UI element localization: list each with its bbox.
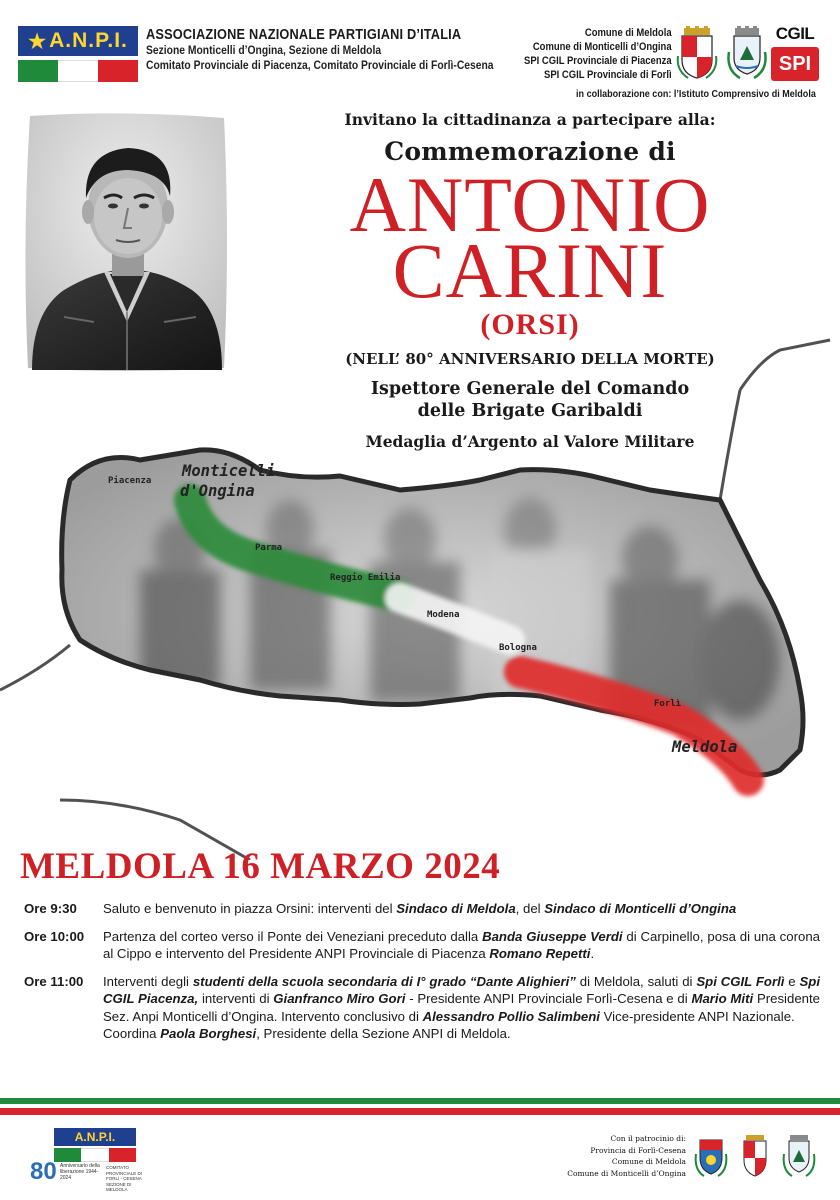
province-crest-icon xyxy=(694,1134,728,1178)
event-program xyxy=(24,900,820,1053)
city-label: Modena xyxy=(427,610,460,620)
eighty-anniversary-mark: 80 xyxy=(30,1158,57,1185)
city-label-end: Meldola xyxy=(672,738,738,756)
program-description: Interventi degli studenti della scuola secondaria di I° grado “Dante Alighieri” di Meldola, saluti di Spi CGIL Forlì e Spi CGIL Piacenza, interventi di Gianfranco Miro Gori - Presidente ANPI Provinciale Forlì-Cesena e di Mario Miti Presidente Sez. Anpi Monticelli d’Ongina. Intervento conclusivo di Alessandro Pollio Salimbeni Vice-presidente ANPI Nazionale. Coordina Paola Borghesi, Presidente della Sezione ANPI di Meldola. xyxy=(103,973,820,1041)
commemoration-heading: Commemorazione di xyxy=(384,137,676,166)
org-sections: Sezione Monticelli d’Ongina, Sezione di Meldola xyxy=(146,43,382,57)
program-time: Ore 9:30 xyxy=(24,901,77,916)
program-time: Ore 10:00 xyxy=(24,928,85,944)
italian-flag-icon xyxy=(18,60,138,82)
anpi-logo: ★ A.N.P.I. xyxy=(18,26,138,82)
meldola-crest-icon xyxy=(738,1134,772,1178)
event-date: MELDOLA 16 MARZO 2024 xyxy=(20,846,501,887)
monticelli-crest-icon xyxy=(782,1134,816,1178)
italian-flag-icon xyxy=(54,1148,136,1162)
city-label-start: Monticelli xyxy=(182,462,276,480)
map-graphic xyxy=(0,300,840,860)
cgil-spi-logo: CGIL SPI xyxy=(771,24,819,84)
patronage-block xyxy=(567,1133,686,1179)
honoree-first-name: ANTONIO xyxy=(349,161,711,248)
collaboration-note: in collaborazione con: l’Istituto Comprensivo di Meldola xyxy=(576,88,816,100)
partner-item: SPI CGIL Provinciale di Piacenza xyxy=(524,55,672,67)
org-name: ASSOCIAZIONE NAZIONALE PARTIGIANI D’ITALIA xyxy=(146,27,462,43)
honoree-last-name: CARINI xyxy=(392,227,668,314)
program-description: Partenza del corteo verso il Ponte dei Veneziani preceduto dalla Banda Giuseppe Verdi di Carpinello, posa di una corona al Cippo e intervento del Presidente ANPI Provinciale di Piacenza Romano Repetti. xyxy=(103,928,820,961)
partner-item: Comune di Monticelli d’Ongina xyxy=(533,41,672,53)
program-time: Ore 11:00 xyxy=(24,973,84,989)
patronage-title: Con il patrocinio di: xyxy=(610,1134,686,1143)
patron-item: Provincia di Forlì-Cesena xyxy=(590,1145,686,1155)
organizer-block xyxy=(146,27,506,73)
emilia-romagna-map xyxy=(0,300,840,860)
org-committees: Comitato Provinciale di Piacenza, Comitato Provinciale di Forlì-Cesena xyxy=(146,58,494,72)
monticelli-crest-icon xyxy=(726,26,768,80)
anniversary-note: (NELL’ 80° ANNIVERSARIO DELLA MORTE) xyxy=(345,350,715,368)
program-item xyxy=(24,928,820,963)
invitation-text: Invitano la cittadinanza a partecipare alla: xyxy=(344,110,716,129)
city-label: Reggio Emilia xyxy=(330,573,401,583)
city-label: Forlì xyxy=(654,699,682,709)
footer-anpi-logo: A.N.P.I. 80 Anniversario della liberazione 1944-2024 COMITATO PROVINCIALE DI FORLÌ - CESENA SEZIONE DI MELDOLA xyxy=(30,1130,143,1192)
city-label: Parma xyxy=(255,543,283,553)
program-coordinator: Coordina Paola Borghesi, Presidente della Sezione ANPI di Meldola. xyxy=(103,1026,511,1041)
honoree-alias: (ORSI) xyxy=(480,308,580,341)
honoree-role: Ispettore Generale del Comando delle Brigate Garibaldi xyxy=(370,379,690,421)
patron-item: Comune di Monticelli d’Ongina xyxy=(567,1168,686,1178)
partners-list xyxy=(500,26,672,82)
program-item xyxy=(24,973,820,1043)
medal-note: Medaglia d’Argento al Valore Militare xyxy=(365,432,695,451)
program-description: Saluto e benvenuto in piazza Orsini: interventi del Sindaco di Meldola, del Sindaco di Monticelli d’Ongina xyxy=(103,901,737,916)
program-item xyxy=(24,900,820,918)
partner-item: SPI CGIL Provinciale di Forlì xyxy=(544,69,672,81)
star-icon: ★ xyxy=(28,30,48,53)
partner-item: Comune di Meldola xyxy=(585,27,672,39)
city-label-start: d'Ongina xyxy=(180,482,255,500)
footer-stripe xyxy=(0,1108,840,1115)
city-label: Bologna xyxy=(499,643,537,653)
meldola-crest-icon xyxy=(676,26,718,80)
city-label: Piacenza xyxy=(108,476,152,486)
patron-item: Comune di Meldola xyxy=(611,1157,686,1166)
